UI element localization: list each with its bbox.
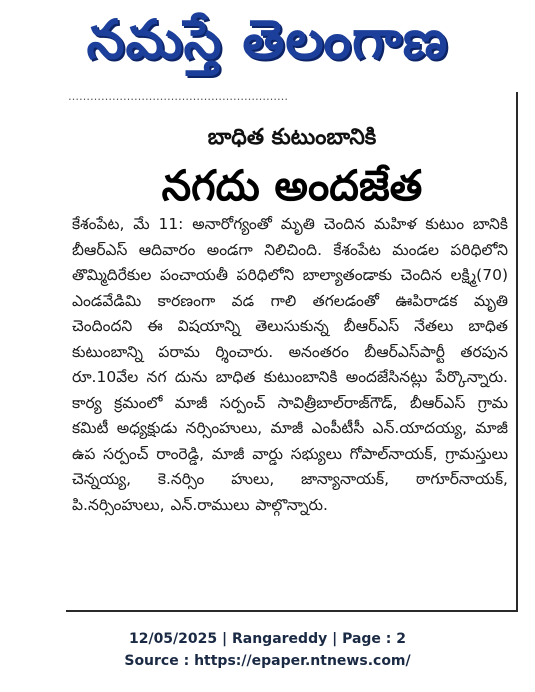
article-kicker: బాధిత కుటుంబానికి — [207, 125, 377, 150]
article-body: కేశంపేట, మే 11: అనారోగ్యంతో మృతి చెందిన మహిళ కుటుం బానికి బీఆర్‌ఎస్ ఆదివారం అండగా నిలిచింది. కేశంపేట మండల పరిధిలోని తొమ్మిదిరేకుల పంచాయతీ పరిధిలోని బాల్యాతండాకు చెందిన లక్ష్మి(70) ఎండవేడిమి కారణంగా వడ గాలి తగలడంతో ఊపిరాడక మృతి చెందిందని ఈ విషయాన్ని తెలుసుకున్న బీఆర్‌ఎస్ నేతలు బాధిత కుటుంబాన్ని పరామ ర్శించారు. అనంతరం బీఆర్‌ఎస్‌పార్టీ తరపున రూ.10వేల నగ దును బాధిత కుటుంబానికి అందజేసినట్లు పేర్కొన్నారు. కార్య క్రమంలో మాజీ సర్పంచ్ సావిత్రీబాల్‌రాజ్‌గౌడ్, బీఆర్‌ఎస్ గ్రామ కమిటీ అధ్యక్షుడు నర్సింహులు, మాజీ ఎంపీటీసీ ఎన్.యాదయ్య, మాజీ ఉప సర్పంచ్ రాంరెడ్డి, మాజీ వార్డు సభ్యులు గోపాల్‌నాయక్, గ్రామస్తులు చెన్నయ్య, కె.నర్సిం హులు, జాన్యానాయక్, ఠాగూర్‌నాయక్, పి.నర్సింహులు, ఎన్.రాములు పాల్గొన్నారు. — [72, 215, 508, 514]
footer-date-edition: 12/05/2025 | Rangareddy | Page : 2 — [128, 631, 407, 647]
clip-footer — [0, 628, 535, 672]
clipped-previous-text — [68, 96, 318, 106]
clipped-text-fragment: …………………………………………………… — [68, 96, 288, 103]
masthead-title: నమస్తే తెలంగాణ — [86, 8, 449, 71]
article-headline: నగదు అందజేత — [161, 161, 423, 210]
footer-source-link[interactable]: Source : https://epaper.ntnews.com/ — [124, 653, 411, 669]
newspaper-masthead — [0, 2, 535, 80]
